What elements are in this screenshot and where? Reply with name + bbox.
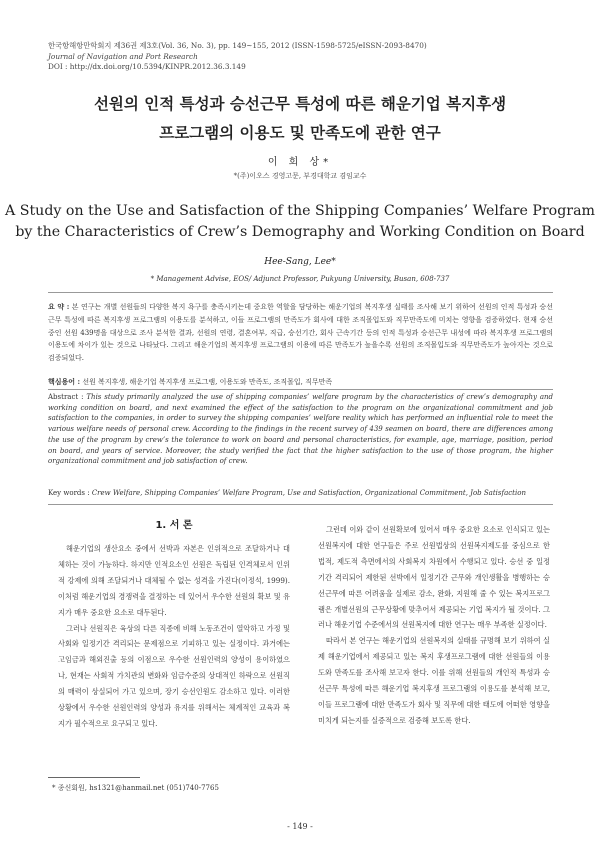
keywords-en-text: Crew Welfare, Shipping Companies’ Welfare Program, Use and Satisfaction, Organizational Commitment, Job Satisfaction <box>91 489 526 497</box>
paragraph: 해운기업의 생산요소 중에서 선박과 자본은 인위적으로 조달하거나 대체하는 것이 가능하다. 하지만 인적요소인 선원은 독립된 인격체로서 인위적 강제에 의해 조달되거나 대체될 수 없는 성격을 가진다(이정석, 1999). 이처럼 해운기업의 경쟁력을 결정하는 데 있어서 우수한 선원의 확보 및 유지가 매우 중요한 요소로 대두된다. <box>58 544 290 617</box>
divider-top <box>48 292 553 293</box>
paragraph: 따라서 본 연구는 해운기업의 선원복지의 실태를 규명해 보기 위하여 실제 해운기업에서 제공되고 있는 복지 후생프로그램에 대한 선원들의 이용도와 만족도를 조사해 보고자 한다. 이를 위해 선원들의 개인적 특성과 승선근무 특성에 따른 해운기업 복지후생 프로그램의 이용도를 분석해 보고, 이들 프로그램에 대한 만족도가 회사 및 직무에 대한 태도에 어떠한 영향을 미치게 되는지를 실증적으로 검증해 보도록 한다. <box>318 636 550 725</box>
abstract-en-label: Abstract : <box>48 393 84 401</box>
paragraph: 그런데 이와 같이 선원확보에 있어서 매우 중요한 요소로 인식되고 있는 선원복지에 대한 연구들은 주로 선원법상의 선원복지제도를 중심으로 한 법적, 제도적 측면에서의 사회복지 차원에서 수행되고 있다. 승선 중 일정기간 격리되어 제한된 선박에서 일정기간 근무와 개인생활을 병행하는 승선근무에 따른 어려움을 실제로 감소, 완화, 지원해 줄 수 있는 복지프로그램은 개별선원의 근무상황에 맞추어서 제공되는 기업 복지가 될 것이다. 그러나 해운기업 수준에서의 선원복지에 대한 연구는 매우 부족한 실정이다. <box>318 525 550 630</box>
abstract-en-text: This study primarily analyzed the use of shipping companies’ welfare program by the characteristics of crew’s demography and working condition on board, and next examined the effect of the satisfaction to the program on the organizational commitment and job satisfaction to the companies, in order to survey the shipping companies’ welfare reality which has performed an influential role to meet the various welfare needs of personal crew. According to the findings in the recent survey of 439 seamen on board, there are differences among the use of the program by crew’s the tolerance to work on board and personal characteristics, for example, age, marriage, position, period on board, and years of service. Moreover, the study verified the fact that the higher satisfaction to the use of those program, the higher organizational commitment and job satisfaction of crew. <box>48 393 553 466</box>
title-ko-line-1: 선원의 인적 특성과 승선근무 특성에 따른 해운기업 복지후생 <box>93 95 507 113</box>
body-column-left <box>58 541 290 732</box>
author-en: Hee-Sang, Lee* <box>264 257 336 267</box>
keywords-ko-text: 선원 복지후생, 해운기업 복지후생 프로그램, 이용도와 만족도, 조직몰입, 직무만족 <box>82 378 333 386</box>
title-en-line-2: by the Characteristics of Crew’s Demography and Working Condition on Board <box>15 224 585 240</box>
section-1-heading: 1. 서 론 <box>155 520 193 531</box>
keywords-en-label: Key words : <box>48 489 90 497</box>
affiliation-ko: *(주)이오스 경영고문, 부경대학교 겸임교수 <box>233 172 367 180</box>
journal-header <box>48 41 427 73</box>
footnote: * 종신회원, hs1321@hanmail.net (051)740-7765 <box>52 784 219 792</box>
header-line-1: 한국항해항만학회지 제36권 제3호(Vol. 36, No. 3), pp. 149~155, 2012 (ISSN-1598-5725/eISSN-2093-8470) <box>48 41 427 50</box>
keywords-ko-label: 핵심용어 : <box>48 377 81 386</box>
body-column-right <box>318 522 550 729</box>
divider-mid <box>48 389 553 390</box>
title-ko-line-2: 프로그램의 이용도 및 만족도에 관한 연구 <box>159 124 441 142</box>
header-doi[interactable]: DOI : http://dx.doi.org/10.5394/KINPR.2012.36.3.149 <box>48 62 246 71</box>
author-ko: 이 희 상* <box>267 157 333 168</box>
paragraph: 그러나 선원직은 육상의 다른 직종에 비해 노동조건이 열악하고 가정 및 사회와 일정기간 격리되는 문제점으로 기피하고 있는 실정이다. 과거에는 고임금과 해외진출 등의 이점으로 우수한 선원인력의 양성이 용이하였으나, 현재는 사회적 가치관의 변화와 임금수준의 상대적인 하락으로 선원직의 매력이 상실되어 가고 있으며, 장기 승선인원도 감소하고 있다. 이러한 상황에서 우수한 선원인력의 양성과 유지를 위해서는 체계적인 교육과 복지가 필수적으로 요구되고 있다. <box>58 623 290 728</box>
page-number: - 149 - <box>287 822 313 831</box>
keywords-en <box>48 489 553 497</box>
keywords-ko <box>48 377 553 387</box>
divider-bottom <box>48 504 553 505</box>
header-line-2: Journal of Navigation and Port Research <box>48 51 198 61</box>
title-en-line-1: A Study on the Use and Satisfaction of the Shipping Companies’ Welfare Program <box>5 203 595 219</box>
footnote-rule <box>48 777 140 778</box>
abstract-en <box>48 392 553 467</box>
abstract-ko <box>48 301 553 365</box>
affiliation-en: * Management Advise, EOS/ Adjunct Professor, Pukyung University, Busan, 608-737 <box>150 275 450 283</box>
abstract-ko-label: 요 약 : <box>48 302 70 311</box>
abstract-ko-text: 본 연구는 개별 선원들의 다양한 복지 욕구를 충족시키는데 중요한 역할을 담당하는 해운기업의 복지후생 실태를 조사해 보기 위하여 선원의 인적 특성과 승선근무 특성에 따른 복지후생 프로그램의 이용도를 분석하고, 이들 프로그램의 만족도가 회사에 대한 조직몰입도와 직무만족도에 미치는 영향을 검증하였다. 현재 승선 중인 선원 439명을 대상으로 조사 분석한 결과, 선원의 연령, 결혼여부, 직급, 승선기간, 회사 근속기간 등의 인적 특성과 승선근무 내성에 따라 복지후생 프로그램의 이용도에 차이가 있는 것으로 나타났다. 그리고 해운기업의 복지후생 프로그램의 이용에 따른 만족도가 높을수록 선원의 조직몰입도와 직무만족도가 높아지는 것으로 검증되었다. <box>48 303 553 363</box>
